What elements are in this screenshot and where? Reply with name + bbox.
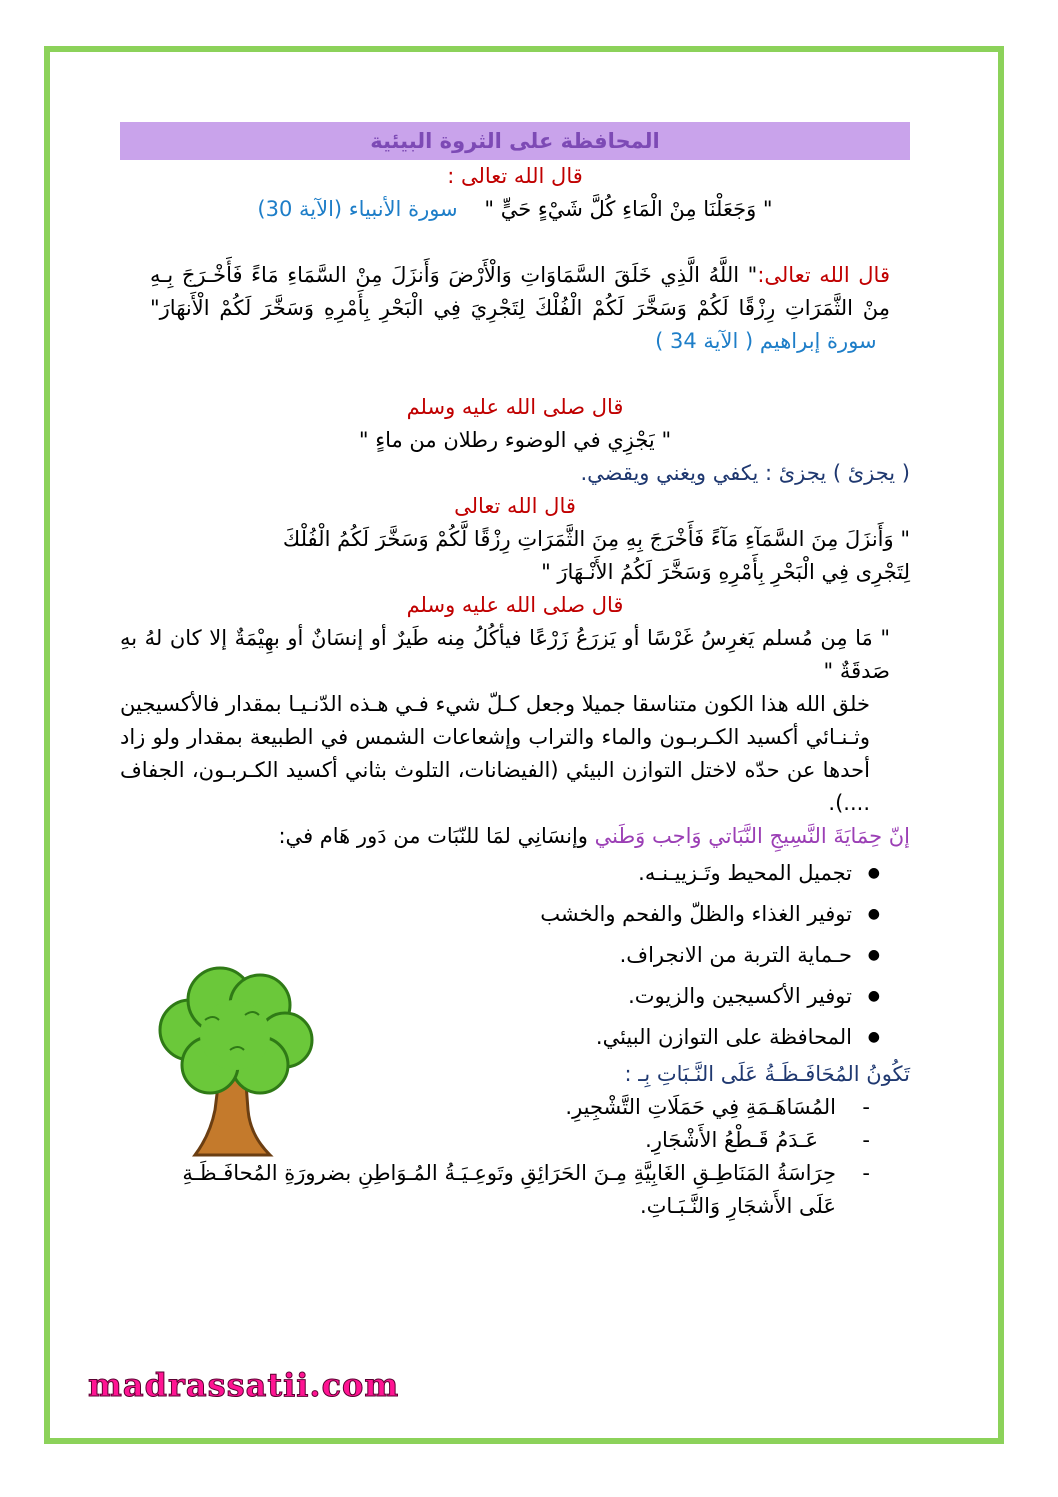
list-item: ● توفير الغذاء والظلّ والفحم والخشب [424,894,874,935]
list-item: - عَـدَمُ قَـطْعُ الأَشْجَارِ. [120,1124,870,1157]
list-item: - المُسَاهَـمَةِ فِي حَمَلَاتِ التَّشْجِيرِ. [120,1091,870,1124]
verse3-intro: قال الله تعالى [454,494,576,518]
hadith1-note: ( يجزئ ) يجزئ : يكفي ويغني ويقضي. [580,461,910,485]
hadith2-text: " مَا مِن مُسلم يَغرِسُ غَرْسًا أو يَزرَعُ زَرْعًا فيأكُلُ مِنه طَيرٌ أو إنسَانٌ أو بهِيْمَةٌ إلا كان لهُ بهِ صَدقَةٌ " [120,626,890,683]
list-item: ● المحافظة على التوازن البيئي. [424,1017,874,1058]
verse2-intro: قال الله تعالى: [757,263,890,287]
verse3-line1: " وَأَنزَلَ مِنَ السَّمَآءِ مَآءً فَأَخْرَجَ بِهِ مِنَ الثَّمَرَاتِ رِزْقًا لَّكُمْ وَسَخَّرَ لَكُمُ الْفُلْكَ [282,527,910,551]
verse1-text: " وَجَعَلْنَا مِنْ الْمَاءِ كُلَّ شَيْءٍ حَيٍّ " [484,197,773,221]
plant-benefits-list [424,853,910,1058]
list-item: ● حـماية التربة من الانجراف. [424,935,874,976]
verse2-ref: سورة إبراهيم ( الآية 34 ) [655,329,877,353]
list-item: ● تجميل المحيط وتَـزييـنـه. [424,853,874,894]
hadith2-intro: قال صلى الله عليه وسلم [406,593,624,617]
page-title: المحافظة على الثروة البيئية [120,122,910,160]
plants-lead-rest: وإنسَانِي لمَا للنّبَات من دَور هَام في: [278,824,595,848]
verse1-intro: قال الله تعالى : [447,164,583,188]
tree-icon [150,960,315,1160]
hadith1-intro: قال صلى الله عليه وسلم [406,395,624,419]
plants-lead-highlight: إنّ حِمَايَةَ النَّسِيجِ النَّبَاتي وَاجب وَطَني [594,824,910,848]
verse1-ref: سورة الأنبياء (الآية 30) [257,197,458,221]
preserve-heading: تَكُونُ المُحَافَـظَـةُ عَلَى النَّـبَاتِ بِـ : [624,1062,910,1086]
verse2-text: " اللَّهُ الَّذِي خَلَقَ السَّمَاوَاتِ وَالْأَرْضَ وَأَنزَلَ مِنْ السَّمَاءِ مَاءً فَأَخْـرَجَ بِـهِ مِنْ الثَّمَرَاتِ رِزْقًا لَكُمْ وَسَخَّرَ لَكُمْ الْفُلْكَ لِتَجْرِيَ فِي الْبَحْرِ بِأَمْرِهِ وَسَخَّرَ لَكُمْ الْأَنهَارَ" [150,263,890,320]
hadith1-text: " يَجْزِي في الوضوء رطلان من ماءٍ " [358,428,672,452]
watermark-logo: madrassatii.com [88,1366,400,1404]
verse1 [120,193,910,226]
list-item: ● توفير الأكسيجين والزيوت. [424,976,874,1017]
list-item: - حِرَاسَةُ المَنَاطِـقِ الغَابِيَّةِ مِـنَ الحَرَائِقِ وتَوعِـيَـةُ المُـوَاطِنِ بضرورَةِ المُحافَـظَـةِ عَلَى الأَشجَارِ وَالنَّـبَـاتِ. [120,1157,870,1223]
verse2 [120,259,910,358]
plants-lead [120,820,910,853]
verse3-line2: لِتَجْرِى فِي الْبَحْرِ بِأَمْرِهِ وَسَخَّرَ لَكُمُ الأَنْـهَارَ " [541,560,910,584]
intro-paragraph: خلق الله هذا الكون متناسقا جميلا وجعل كـلّ شيء فـي هـذه الدّنـيـا بمقدار فالأكسيجين وثـنـائي أكسيد الكـربـون والماء والتراب وإشعاعات الشمس في الطبيعة بمقدار ولو زاد أحدها عن حدّه لاختل التوازن البيئي (الفيضانات، التلوث بثاني أكسيد الكـربـون، الجفاف ....). [120,692,870,815]
